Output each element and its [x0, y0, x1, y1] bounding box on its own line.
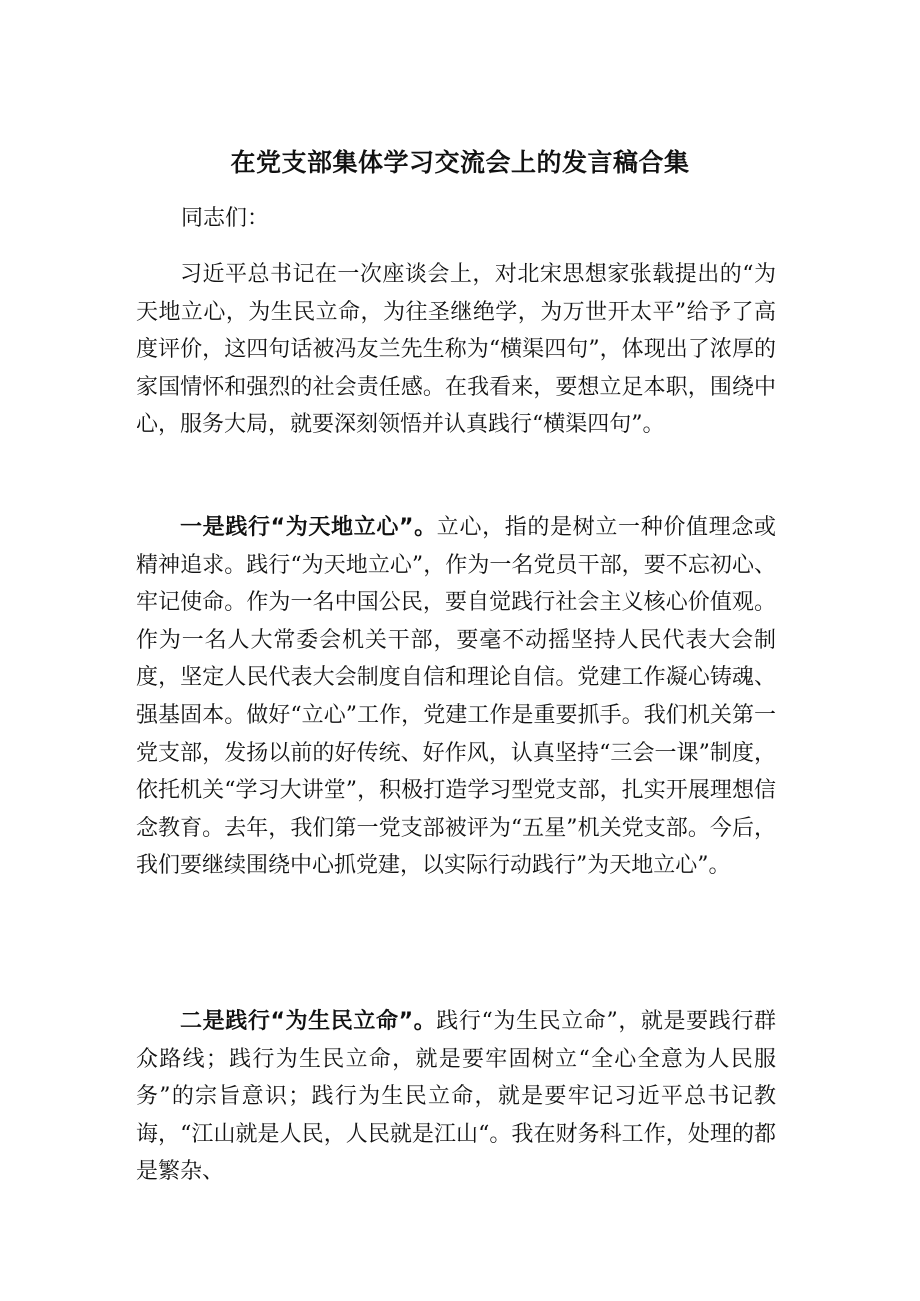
paragraph-text: 立心，指的是树立一种价值理念或精神追求。践行“为天地立心”，作为一名党员干部，要不忘初心、牢记使命。作为一名中国公民，要自觉践行社会主义核心价值观。作为一名人大常委会机关干部，要毫不动摇坚持人民代表大会制度，坚定人民代表大会制度自信和理论自信。党建工作凝心铸魂、强基固本。做好“立心”工作，党建工作是重要抓手。我们机关第一党支部，发扬以前的好传统、好作风，认真坚持“三会一课”制度，依托机关“学习大讲堂”，积极打造学习型党支部，扎实开展理想信念教育。去年，我们第一党支部被评为“五星”机关党支部。今后，我们要继续围绕中心抓党建，以实际行动践行”为天地立心”。 [136, 515, 776, 879]
paragraph-point-one [136, 509, 776, 885]
salutation: 同志们： [181, 206, 270, 231]
paragraph-lead: 一是践行“为天地立心”。 [180, 515, 437, 540]
paragraph-text: 习近平总书记在一次座谈会上，对北宋思想家张载提出的“为天地立心，为生民立命，为往圣继绝学，为万世开太平”给予了高度评价，这四句话被冯友兰先生称为“横渠四句”，体现出了浓厚的家国情怀和强烈的社会责任感。在我看来，要想立足本职，围绕中心，服务大局，就要深刻领悟并认真践行“横渠四句”。 [136, 262, 776, 438]
paragraph-point-two [136, 1003, 776, 1191]
paragraph-lead: 二是践行“为生民立命”。 [180, 1009, 437, 1034]
paragraph-intro [136, 256, 776, 444]
document-title: 在党支部集体学习交流会上的发言稿合集 [230, 148, 690, 177]
paragraph-text: 践行“为生民立命”，就是要践行群众路线；践行为生民立命，就是要牢固树立“全心全意为人民服务”的宗旨意识；践行为生民立命，就是要牢记习近平总书记教诲，“江山就是人民，人民就是江山“。我在财务科工作，处理的都是繁杂、 [136, 1009, 777, 1185]
